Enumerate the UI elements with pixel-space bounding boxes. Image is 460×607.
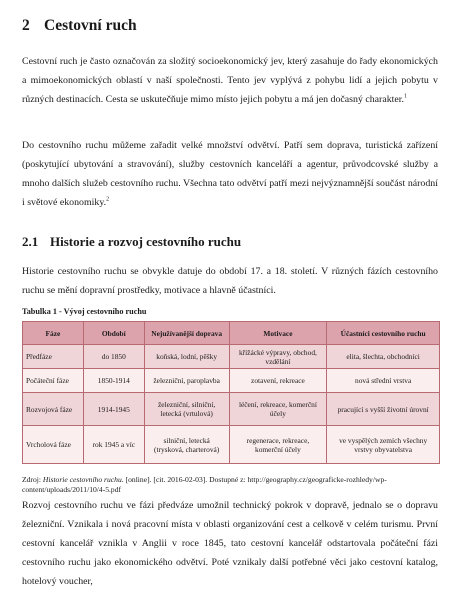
table-row — [23, 369, 440, 393]
table-cell: křížácké výpravy, obchod, vzdělání — [229, 345, 327, 369]
section-heading — [22, 234, 241, 250]
table-cell: Předfáze — [23, 345, 84, 369]
table-cell: rok 1945 a víc — [83, 426, 144, 464]
table-source — [22, 475, 442, 495]
header-motivation: Motivace — [229, 322, 327, 345]
table-cell: Počáteční fáze — [23, 369, 84, 393]
table-cell: elita, šlechta, obchodníci — [327, 345, 440, 369]
footnote-ref-1[interactable]: 1 — [404, 93, 407, 100]
source-prefix: Zdroj: — [22, 475, 43, 484]
section-title: Historie a rozvoj cestovního ruchu — [50, 234, 242, 249]
table-cell: silniční, letecká (trysková, charterová) — [144, 426, 229, 464]
intro-paragraph-1-text: Cestovní ruch je často označován za složitý socioekonomický jev, který zasahuje do řady ekonomických a mimoekonomických oblastí v naší společnosti. Tento jev vyplývá z pohybu lidí a jejich pobytu v různých destinacích. Cesta se uskutečňuje mimo místo jejich pobytu a má jen dočasný charakter. — [22, 56, 438, 106]
chapter-heading — [22, 17, 137, 35]
development-table — [22, 321, 440, 464]
table-row — [23, 393, 440, 426]
intro-paragraph-2-text: Do cestovního ruchu můžeme zařadit velké množství odvětví. Patří sem doprava, turistická zařízení (poskytující ubytování a stravování), služby cestovních kanceláří a agentur, průvodcovské služby a mnoho dalších služeb cestovního ruchu. Všechna tato odvětví patří mezi nejvýznamnější součást národní i světové ekonomiky. — [22, 140, 438, 209]
table-cell: Vrcholová fáze — [23, 426, 84, 464]
table-cell: 1914-1945 — [83, 393, 144, 426]
table-cell: nová střední vrstva — [327, 369, 440, 393]
source-title: Historie cestovního ruchu — [42, 475, 122, 484]
table-caption: Tabulka 1 - Vývoj cestovního ruchu — [22, 307, 147, 316]
section-number: 2.1 — [22, 234, 39, 249]
table-cell: železniční, silniční, letecká (vrtulová) — [144, 393, 229, 426]
table-cell: regenerace, rekreace, komerční účely — [229, 426, 327, 464]
table-cell: koňská, lodní, pěšky — [144, 345, 229, 369]
table-cell: ve vyspělých zemích všechny vrstvy obyvatelstva — [327, 426, 440, 464]
header-period: Období — [83, 322, 144, 345]
table-row — [23, 426, 440, 464]
source-rest: . [online]. [cit. 2016-02-03]. Dostupné z: http://geography.cz/geograficke-rozhledy/wp-content/uploads/2011/10/4-5.pdf — [22, 475, 387, 494]
header-participants: Účastníci cestovního ruchu — [327, 322, 440, 345]
development-paragraph: Rozvoj cestovního ruchu ve fázi předváze umožnil technický pokrok v dopravě, jednalo se o dopravu železniční. Vznikala i nová pracovní místa v oblasti organizování cest a celkově v celém turismu. První cestovní kancelář vznikla v Anglii v roce 1845, tato cestovní kancelář odstartovala počáteční fázi cestovního ruchu jako ekonomického odvětví. Poté vznikaly další potřebné věci jako cestovní katalog, hotelový voucher, — [22, 500, 438, 588]
table-row — [23, 345, 440, 369]
intro-paragraph-2 — [22, 136, 438, 212]
table-cell: pracující s vyšší životní úrovní — [327, 393, 440, 426]
header-transport: Nejužívanější doprava — [144, 322, 229, 345]
intro-paragraph-1 — [22, 52, 438, 109]
table-cell: 1850-1914 — [83, 369, 144, 393]
header-phase: Fáze — [23, 322, 84, 345]
chapter-title: Cestovní ruch — [44, 17, 137, 34]
table-cell: železniční, paroplavba — [144, 369, 229, 393]
table-cell: Rozvojová fáze — [23, 393, 84, 426]
history-paragraph: Historie cestovního ruchu se obvykle datuje do období 17. a 18. století. V různých fázích cestovního ruchu se mění dopravní prostředky, motivace a hlavně účastníci. — [22, 266, 438, 297]
footnote-ref-2[interactable]: 2 — [106, 196, 110, 203]
table-cell: zotavení, rekreace — [229, 369, 327, 393]
chapter-number: 2 — [22, 17, 30, 34]
table-cell: léčení, rekreace, komerční účely — [229, 393, 327, 426]
table-cell: do 1850 — [83, 345, 144, 369]
table-header-row — [23, 322, 440, 345]
